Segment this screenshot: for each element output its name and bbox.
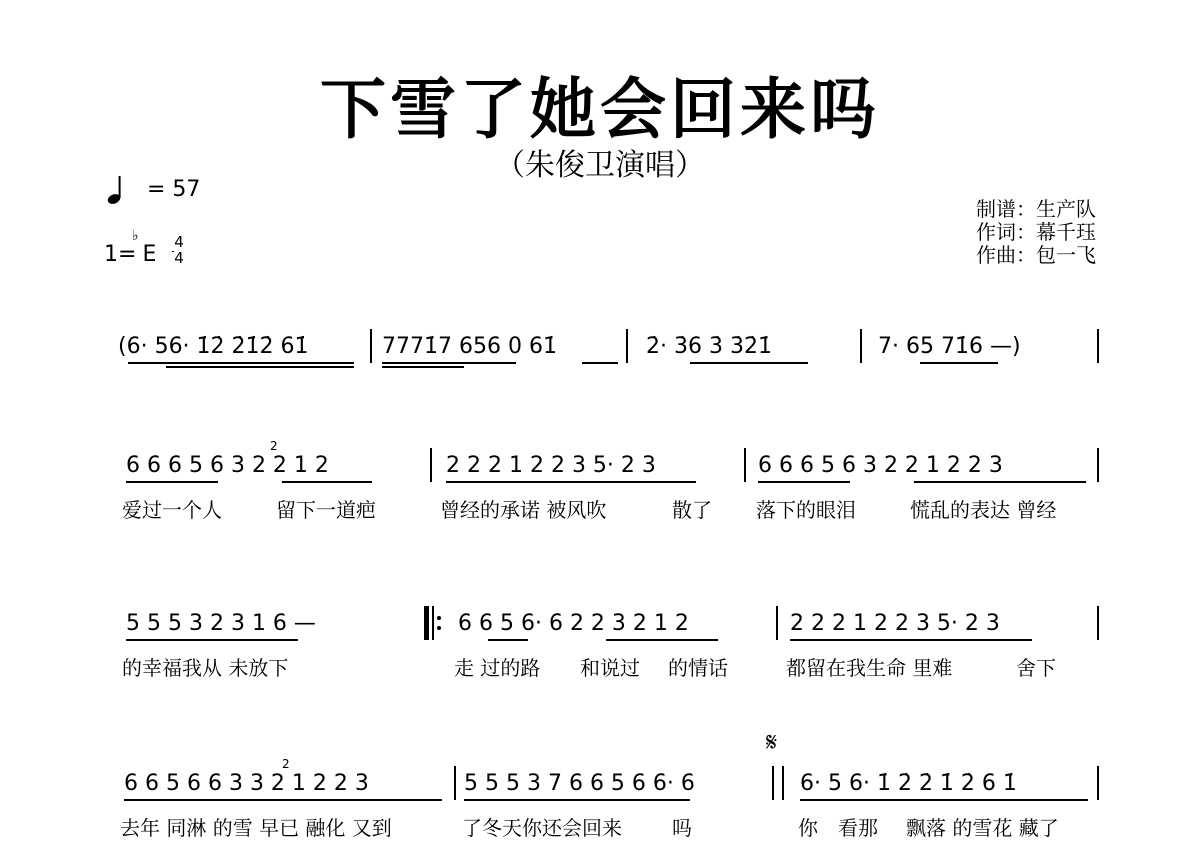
measure-notes: 5 5 5 3 2 3 1 6 — (126, 611, 316, 636)
measure-notes: 6· 5 6· 1̇ 2̇ 2̇ 1̇ 2̇ 6 1̇ (800, 771, 1017, 796)
quarter-note-icon (106, 174, 124, 206)
measure-notes: (6· 56· 1̇2̇ 2̇1̇2̇ 61̇ (118, 334, 309, 359)
time-bottom: 4 (174, 249, 184, 267)
double-barline (772, 766, 784, 800)
lyric: 去年 同淋 的雪 早已 融化 又到 (120, 816, 392, 840)
credit-transcriber: 制谱：生产队 (976, 197, 1096, 221)
key-note: E (142, 242, 157, 267)
lyric: 曾经的承诺 被风吹 (440, 498, 607, 522)
measure-notes: 2̇· 3̇6 3̇ 3̇2̇1̇ (646, 334, 772, 359)
lyric: 飘落 的雪花 藏了 (906, 816, 1059, 840)
grace-note: 2 (270, 439, 278, 453)
measure-notes: 7· 65 71̇6 —) (878, 334, 1021, 359)
lyric: 散了 (672, 498, 712, 522)
lyric: 舍下 (1016, 656, 1056, 680)
lyric: 爱过一个人 (122, 498, 222, 522)
measure-notes: 2 2 2 1 2 2 3 5· 2 3 (446, 453, 656, 478)
time-signature (172, 234, 186, 266)
lyric: 走 过的路 (454, 656, 541, 680)
measure-notes: 6 6 5 6· 6 2 2 3 2 1 2 (458, 611, 689, 636)
lyric: 慌乱的表达 曾经 (910, 498, 1057, 522)
lyric: 了冬天你还会回来 (462, 816, 622, 840)
measure-notes: 5 5 5 3 7 6 6 5 6 6· 6 (464, 771, 695, 796)
tempo-marking (106, 174, 200, 206)
time-top: 4 (174, 233, 184, 251)
lyric: 都留在我生命 里难 (786, 656, 953, 680)
credits (976, 198, 1096, 267)
repeat-start-sign (424, 606, 444, 640)
lyric: 的情话 (668, 656, 728, 680)
lyric: 看那 (838, 816, 878, 840)
measure-notes: 6 6 5 6 6 3 3 2 1 2 2 3 (124, 771, 369, 796)
flat-icon: ♭ (132, 228, 139, 244)
song-title: 下雪了她会回来吗 (320, 71, 880, 148)
lyric: 你 (798, 816, 818, 840)
measure-notes: 2 2 2 1 2 2 3 5· 2 3 (790, 611, 1000, 636)
credit-composer: 作曲：包一飞 (976, 243, 1096, 267)
lyric: 留下一道疤 (276, 498, 376, 522)
measure-notes: 6 6 6 5 6 3 2 2 1 2 (126, 453, 329, 478)
grace-note: 2 (282, 757, 290, 771)
song-subtitle: （朱俊卫演唱） (495, 148, 705, 183)
measure-notes: 6 6 6 5 6 3 2 2 1 2 2 3 (758, 453, 1003, 478)
tempo-value: = 57 (147, 177, 201, 202)
lyric: 落下的眼泪 (756, 498, 856, 522)
lyric: 的幸福我从 未放下 (122, 656, 289, 680)
measure-notes: 7771̇7 656 0 61̇ (382, 334, 557, 359)
lyric: 吗 (672, 816, 692, 840)
segno-icon: 𝄋 (766, 728, 778, 758)
credit-lyricist: 作词：幕千珏 (976, 220, 1096, 244)
lyric: 和说过 (580, 656, 640, 680)
key-prefix: 1= (104, 242, 137, 267)
